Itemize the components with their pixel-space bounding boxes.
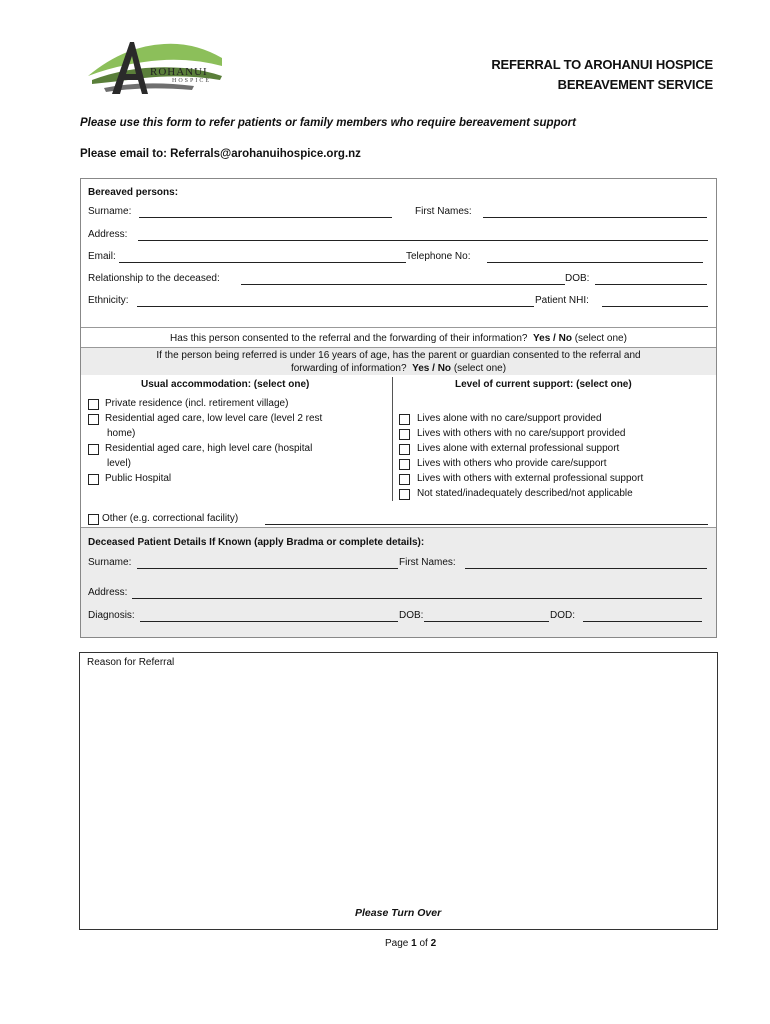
patient-nhi-label: Patient NHI: <box>535 295 589 306</box>
accommodation-checkbox-public-hospital[interactable] <box>88 474 99 485</box>
deceased-surname-label: Surname: <box>88 557 132 568</box>
consent-row <box>81 327 716 347</box>
page-of: of <box>416 938 431 949</box>
address-label: Address: <box>88 229 128 240</box>
accommodation-checkbox-high-care[interactable] <box>88 444 99 455</box>
deceased-dod-field[interactable] <box>583 621 702 622</box>
patient-nhi-field[interactable] <box>602 306 708 307</box>
deceased-diagnosis-label: Diagnosis: <box>88 610 135 621</box>
support-option-4: Lives with others who provide care/support <box>417 458 607 469</box>
accommodation-option-low-care: Residential aged care, low level care (level 2 rest <box>105 413 323 424</box>
deceased-address-label: Address: <box>88 587 128 598</box>
accommodation-option-high-care: Residential aged care, high level care (hospital <box>105 443 313 454</box>
support-checkbox-4[interactable] <box>399 459 410 470</box>
accommodation-option-low-care-cont: home) <box>107 428 136 439</box>
consent-yes-no[interactable]: Yes / No <box>533 333 572 344</box>
deceased-dod-label: DOD: <box>550 610 575 621</box>
ethnicity-label: Ethnicity: <box>88 295 129 306</box>
support-option-5: Lives with others with external professional support <box>417 473 644 484</box>
email-field[interactable] <box>119 262 406 263</box>
support-heading: Level of current support: (select one) <box>455 379 632 390</box>
deceased-dob-label: DOB: <box>399 610 424 621</box>
logo-subtitle: HOSPICE <box>172 78 212 84</box>
support-option-2: Lives with others with no care/support provided <box>417 428 626 439</box>
intro-text: Please use this form to refer patients or family members who require bereavement support <box>80 117 576 129</box>
relationship-label: Relationship to the deceased: <box>88 273 220 284</box>
please-turn-over: Please Turn Over <box>355 907 442 919</box>
deceased-first-names-field[interactable] <box>465 568 707 569</box>
page-current: 1 <box>411 938 417 949</box>
deceased-dob-field[interactable] <box>424 621 549 622</box>
accommodation-option-high-care-cont: level) <box>107 458 131 469</box>
first-names-label: First Names: <box>415 206 472 217</box>
page-total: 2 <box>430 938 437 949</box>
deceased-heading: Deceased Patient Details If Known (apply Bradma or complete details): <box>88 537 425 548</box>
support-checkbox-5[interactable] <box>399 474 410 485</box>
support-checkbox-6[interactable] <box>399 489 410 500</box>
accommodation-checkbox-low-care[interactable] <box>88 414 99 425</box>
surname-label: Surname: <box>88 206 132 217</box>
bereaved-heading: Bereaved persons: <box>88 187 179 198</box>
title-line-1: REFERRAL TO AROHANUI HOSPICE <box>491 57 713 72</box>
deceased-section <box>81 527 716 637</box>
accommodation-checkbox-other[interactable] <box>88 514 99 525</box>
address-field[interactable] <box>138 240 708 241</box>
guardian-yes-no[interactable]: Yes / No <box>412 363 452 374</box>
reason-for-referral-box[interactable] <box>79 652 718 930</box>
bereaved-form-box <box>80 178 717 638</box>
column-divider <box>392 377 393 501</box>
consent-hint: (select one) <box>574 333 627 344</box>
accommodation-checkbox-private[interactable] <box>88 399 99 410</box>
guardian-consent-row <box>81 347 716 375</box>
dob-field[interactable] <box>595 284 707 285</box>
ethnicity-field[interactable] <box>137 306 534 307</box>
accommodation-option-public-hospital: Public Hospital <box>105 473 172 484</box>
other-accommodation-field[interactable] <box>265 524 708 525</box>
telephone-field[interactable] <box>487 262 703 263</box>
form-title <box>491 55 713 95</box>
deceased-surname-field[interactable] <box>137 568 398 569</box>
logo-wordmark: ROHANUI <box>150 66 208 78</box>
accommodation-option-other: Other (e.g. correctional facility) <box>102 513 239 524</box>
support-checkbox-1[interactable] <box>399 414 410 425</box>
support-option-1: Lives alone with no care/support provided <box>417 413 602 424</box>
dob-label: DOB: <box>565 273 590 284</box>
title-line-2: BEREAVEMENT SERVICE <box>557 77 713 92</box>
email-label: Email: <box>88 251 116 262</box>
first-names-field[interactable] <box>483 217 707 218</box>
surname-field[interactable] <box>139 217 392 218</box>
telephone-label: Telephone No: <box>406 251 471 262</box>
deceased-first-names-label: First Names: <box>399 557 456 568</box>
email-instruction: Please email to: Referrals@arohanuihospice.org.nz <box>80 148 361 160</box>
deceased-diagnosis-field[interactable] <box>140 621 398 622</box>
consent-question: Has this person consented to the referral and the forwarding of their information? <box>170 333 528 344</box>
support-option-3: Lives alone with external professional support <box>417 443 620 454</box>
page-number <box>385 938 436 949</box>
deceased-address-field[interactable] <box>132 598 702 599</box>
reason-label: Reason for Referral <box>87 657 175 668</box>
support-checkbox-2[interactable] <box>399 429 410 440</box>
guardian-question-line-2: forwarding of information? <box>290 363 407 374</box>
guardian-question-line-1: If the person being referred is under 16 years of age, has the parent or guardian consented to the referral and <box>156 350 641 361</box>
relationship-field[interactable] <box>241 284 565 285</box>
guardian-hint: (select one) <box>453 363 507 374</box>
support-option-6: Not stated/inadequately described/not applicable <box>417 488 633 499</box>
accommodation-option-private: Private residence (incl. retirement village) <box>105 398 289 409</box>
page-prefix: Page <box>385 938 412 949</box>
accommodation-heading: Usual accommodation: (select one) <box>141 379 310 390</box>
support-checkbox-3[interactable] <box>399 444 410 455</box>
